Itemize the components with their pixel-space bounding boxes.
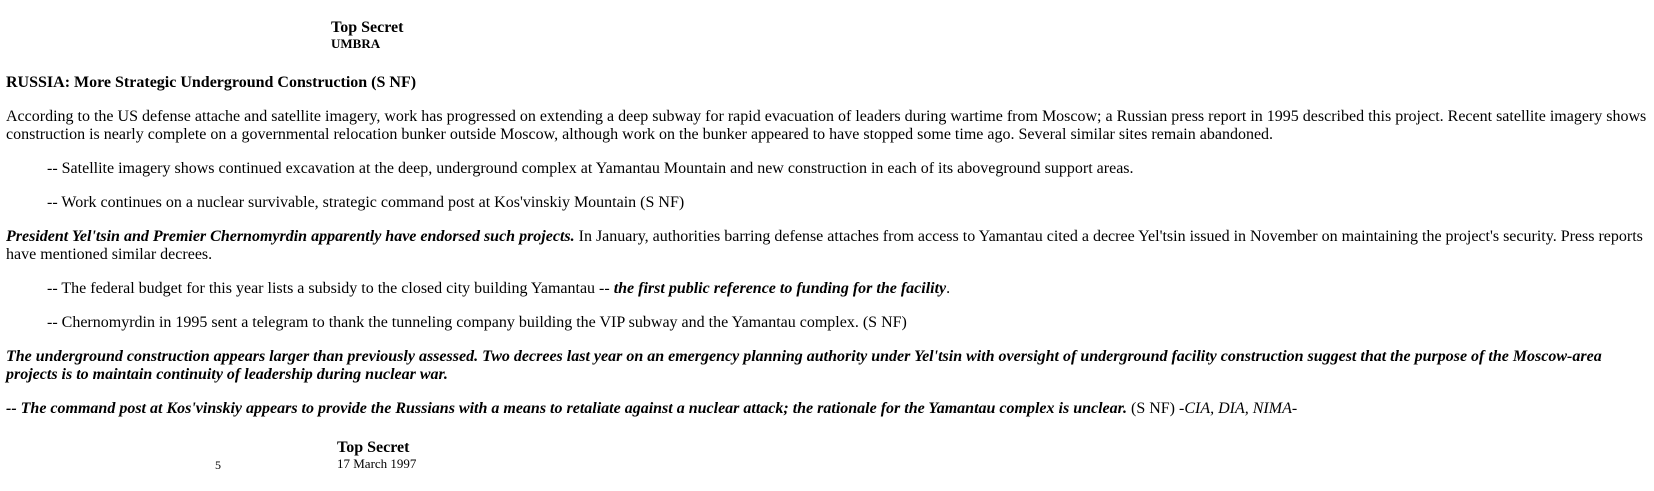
- article-headline: RUSSIA: More Strategic Underground Construction (S NF): [6, 74, 417, 91]
- footer-classification: Top Secret: [337, 439, 410, 456]
- paragraph-4-emphasis: -- The command post at Kos'vinskiy appears to provide the Russians with a means to retaliate against a nuclear attack; the rationale for the Yamantau complex is unclear.: [6, 400, 1127, 417]
- footer-classification-block: [337, 440, 416, 472]
- bullet-3-end: .: [946, 280, 951, 297]
- header-codeword: UMBRA: [331, 36, 381, 51]
- article-paragraph-3: The underground construction appears larger than previously assessed. Two decrees last year on an emergency planning authority under Yel'tsin with oversight of underground facility construction suggest that the purpose of the Moscow-area projects is to maintain continuity of leadership during nuclear war.: [6, 348, 1602, 383]
- article-paragraph-2: [6, 228, 1654, 264]
- bullet-3-emphasis: the first public reference to funding for the facility: [613, 280, 947, 297]
- article-paragraph-1: According to the US defense attache and satellite imagery, work has progressed on extending a deep subway for rapid evacuation of leaders during wartime from Moscow; a Russian press report in 1995 described this project. Recent satellite imagery shows construction is nearly complete on a governmental relocation bunker outside Moscow, although work on the bunker appeared to have stopped some time ago. Several similar sites remain abandoned.: [6, 108, 1647, 143]
- article-body: [6, 74, 1654, 434]
- article-bullet-2: -- Work continues on a nuclear survivable, strategic command post at Kos'vinskiy Mountain (S NF): [47, 194, 685, 211]
- article-bullet-4: -- Chernomyrdin in 1995 sent a telegram to thank the tunneling company building the VIP subway and the Yamantau complex. (S NF): [47, 314, 907, 331]
- header-classification-block: [331, 20, 403, 52]
- footer-date: 17 March 1997: [337, 456, 417, 471]
- article-paragraph-4: [6, 400, 1654, 418]
- header-classification: Top Secret: [331, 19, 404, 36]
- paragraph-2-lead: President Yel'tsin and Premier Chernomyrdin apparently have endorsed such projects.: [6, 228, 575, 245]
- paragraph-4-sources: -CIA, DIA, NIMA-: [1179, 400, 1298, 417]
- paragraph-4-classification: (S NF): [1126, 400, 1179, 417]
- article-bullet-1: -- Satellite imagery shows continued excavation at the deep, underground complex at Yamantau Mountain and new construction in each of its aboveground support areas.: [47, 160, 1134, 177]
- article-bullet-3: [6, 280, 1654, 298]
- paragraph-2-rest: In January, authorities barring defense attaches from access to Yamantau cited a decree Yel'tsin issued in November on maintaining the project's security. Press reports have mentioned similar decrees.: [6, 228, 1643, 263]
- page-number: 5: [215, 458, 221, 472]
- bullet-3-text: -- The federal budget for this year lists a subsidy to the closed city building Yamantau --: [47, 280, 614, 297]
